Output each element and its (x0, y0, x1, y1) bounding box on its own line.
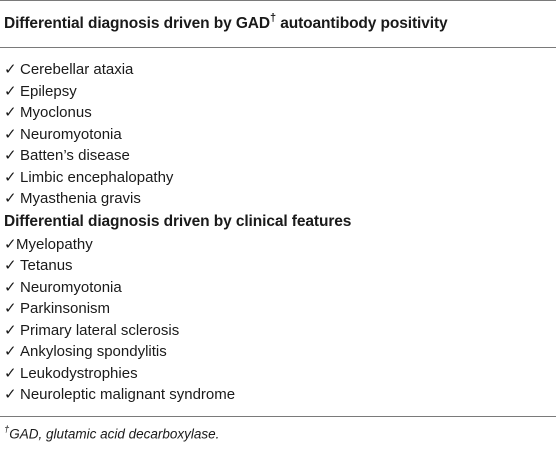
footnote-dagger: † (4, 424, 10, 435)
checkmark-icon: ✓ (4, 125, 17, 143)
list-item-label: Leukodystrophies (20, 364, 138, 382)
list-item (0, 188, 556, 210)
list-item (0, 277, 556, 299)
list-item (0, 167, 556, 189)
list-item-label: Neuroleptic malignant syndrome (20, 386, 236, 403)
checkmark-icon: ✓ (4, 168, 17, 186)
section-title: Differential diagnosis driven by clinical features (4, 212, 352, 230)
table-footnote (4, 425, 219, 442)
list-item (0, 384, 556, 406)
section-gad-autoantibody (0, 48, 556, 210)
list-item-label: Batten’s disease (20, 147, 130, 164)
list-item (0, 363, 556, 385)
list-item-label: Parkinsonism (20, 300, 111, 317)
list-item-label: Primary lateral sclerosis (20, 321, 180, 339)
list-item-label: Tetanus (20, 257, 73, 274)
list-item (0, 81, 556, 103)
section-clinical-features (0, 210, 556, 406)
table-header-title: Differential diagnosis driven by GAD (4, 15, 270, 33)
list-item (0, 145, 556, 167)
checkmark-icon: ✓ (4, 343, 17, 360)
list-item-label: Myasthenia gravis (20, 190, 141, 207)
footnote-text: GAD, glutamic acid decarboxylase. (9, 426, 220, 442)
list-item-label: Ankylosing spondylitis (20, 343, 167, 360)
checkmark-icon: ✓ (4, 104, 17, 121)
clinical-diagnosis-list (0, 234, 556, 406)
list-item (0, 255, 556, 277)
table-header-dagger: † (269, 12, 277, 24)
list-item-label: Myoclonus (20, 104, 92, 121)
list-item (0, 124, 556, 146)
list-item-label: Neuromyotonia (20, 278, 122, 296)
list-item (0, 341, 556, 363)
list-item-label: Cerebellar ataxia (20, 61, 134, 78)
list-item (0, 59, 556, 81)
list-item-label: Myelopathy (16, 235, 93, 253)
list-item (0, 320, 556, 342)
table-header (0, 1, 556, 47)
checkmark-icon: ✓ (4, 147, 17, 164)
list-item-label: Neuromyotonia (20, 125, 122, 143)
checkmark-icon: ✓ (4, 300, 17, 317)
table-bottom-rule-wrap (0, 416, 556, 417)
list-item (0, 298, 556, 320)
checkmark-icon: ✓ (4, 82, 17, 100)
checkmark-icon: ✓ (4, 61, 17, 78)
list-item-label: Limbic encephalopathy (20, 168, 174, 186)
checkmark-icon: ✓ (4, 364, 17, 382)
checkmark-icon: ✓ (4, 278, 17, 296)
checkmark-icon: ✓ (4, 235, 17, 253)
list-item-label: Epilepsy (20, 82, 77, 100)
list-item (0, 102, 556, 124)
checkmark-icon: ✓ (4, 321, 17, 339)
gad-diagnosis-list (0, 59, 556, 210)
table-header-suffix: autoantibody positivity (276, 15, 448, 33)
checkmark-icon: ✓ (4, 257, 17, 274)
table-bottom-rule (0, 416, 556, 417)
checkmark-icon: ✓ (4, 386, 17, 403)
list-item (0, 234, 556, 256)
checkmark-icon: ✓ (4, 190, 17, 207)
